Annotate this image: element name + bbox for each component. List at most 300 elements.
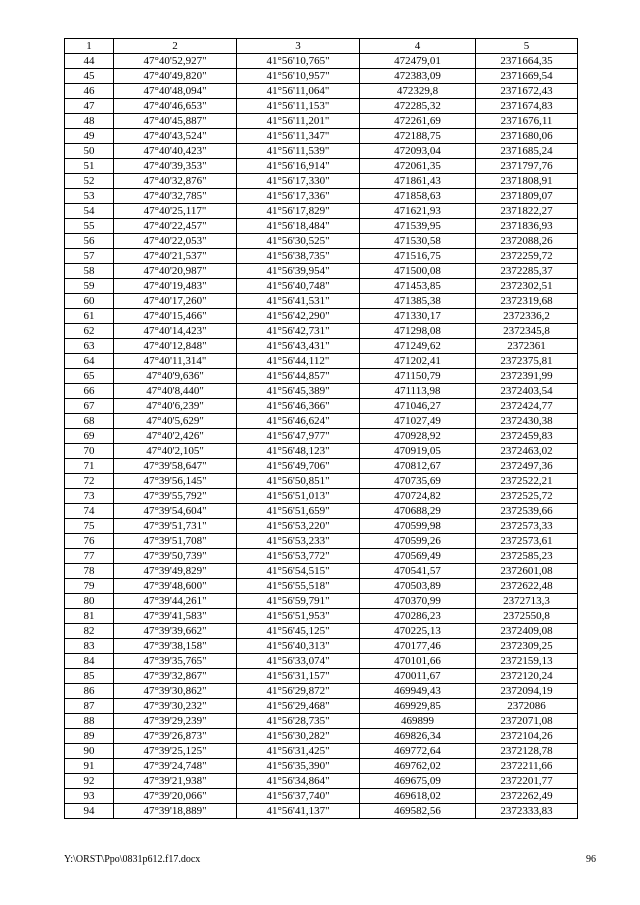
table-cell-col-5: 2372345,8 bbox=[476, 324, 578, 339]
page-number: 96 bbox=[586, 854, 596, 865]
table-cell-col-5: 2372361 bbox=[476, 339, 578, 354]
table-cell-col-5: 2372262,49 bbox=[476, 789, 578, 804]
table-cell-col-2: 47°40'48,094" bbox=[114, 84, 237, 99]
table-cell-col-5: 2372071,08 bbox=[476, 714, 578, 729]
table-cell-col-2: 47°39'24,748" bbox=[114, 759, 237, 774]
table-cell-col-3: 41°56'17,330" bbox=[237, 174, 360, 189]
table-cell-col-2: 47°39'41,583" bbox=[114, 609, 237, 624]
table-row bbox=[65, 219, 578, 234]
table-cell-col-4: 471453,85 bbox=[360, 279, 476, 294]
table-cell-col-1: 58 bbox=[65, 264, 114, 279]
table-cell-col-3: 41°56'40,313" bbox=[237, 639, 360, 654]
table-cell-col-2: 47°40'14,423" bbox=[114, 324, 237, 339]
table-row bbox=[65, 774, 578, 789]
table-cell-col-5: 2371669,54 bbox=[476, 69, 578, 84]
table-cell-col-1: 92 bbox=[65, 774, 114, 789]
table-cell-col-3: 41°56'43,431" bbox=[237, 339, 360, 354]
table-cell-col-5: 2371676,11 bbox=[476, 114, 578, 129]
table-cell-col-4: 471150,79 bbox=[360, 369, 476, 384]
table-row bbox=[65, 399, 578, 414]
table-cell-col-1: 71 bbox=[65, 459, 114, 474]
table-cell-col-4: 472061,35 bbox=[360, 159, 476, 174]
table-cell-col-3: 41°56'48,123" bbox=[237, 444, 360, 459]
table-cell-col-2: 47°40'22,457" bbox=[114, 219, 237, 234]
table-row bbox=[65, 804, 578, 819]
table-cell-col-3: 41°56'10,957" bbox=[237, 69, 360, 84]
table-cell-col-5: 2371685,24 bbox=[476, 144, 578, 159]
table-cell-col-1: 56 bbox=[65, 234, 114, 249]
table-row bbox=[65, 354, 578, 369]
table-cell-col-5: 2372622,48 bbox=[476, 579, 578, 594]
table-row bbox=[65, 594, 578, 609]
table-cell-col-5: 2372094,19 bbox=[476, 684, 578, 699]
table-cell-col-4: 469618,02 bbox=[360, 789, 476, 804]
table-cell-col-2: 47°39'44,261" bbox=[114, 594, 237, 609]
table-cell-col-2: 47°39'38,158" bbox=[114, 639, 237, 654]
column-header-3: 3 bbox=[237, 39, 360, 54]
table-cell-col-3: 41°56'39,954" bbox=[237, 264, 360, 279]
table-cell-col-5: 2371836,93 bbox=[476, 219, 578, 234]
table-cell-col-4: 469929,85 bbox=[360, 699, 476, 714]
table-cell-col-3: 41°56'35,390" bbox=[237, 759, 360, 774]
table-cell-col-5: 2372319,68 bbox=[476, 294, 578, 309]
table-cell-col-2: 47°39'54,604" bbox=[114, 504, 237, 519]
table-row bbox=[65, 99, 578, 114]
table-cell-col-4: 470225,13 bbox=[360, 624, 476, 639]
table-cell-col-4: 469675,09 bbox=[360, 774, 476, 789]
table-cell-col-3: 41°56'49,706" bbox=[237, 459, 360, 474]
table-cell-col-3: 41°56'53,233" bbox=[237, 534, 360, 549]
table-cell-col-4: 470812,67 bbox=[360, 459, 476, 474]
table-cell-col-2: 47°40'43,524" bbox=[114, 129, 237, 144]
table-row bbox=[65, 444, 578, 459]
table-cell-col-1: 94 bbox=[65, 804, 114, 819]
table-cell-col-3: 41°56'41,137" bbox=[237, 804, 360, 819]
table-cell-col-4: 471385,38 bbox=[360, 294, 476, 309]
table-cell-col-3: 41°56'45,125" bbox=[237, 624, 360, 639]
table-cell-col-1: 53 bbox=[65, 189, 114, 204]
table-cell-col-5: 2372159,13 bbox=[476, 654, 578, 669]
table-cell-col-2: 47°39'30,232" bbox=[114, 699, 237, 714]
table-row bbox=[65, 129, 578, 144]
table-cell-col-5: 2372302,51 bbox=[476, 279, 578, 294]
table-cell-col-4: 471516,75 bbox=[360, 249, 476, 264]
table-cell-col-2: 47°39'30,862" bbox=[114, 684, 237, 699]
table-row bbox=[65, 654, 578, 669]
table-cell-col-3: 41°56'44,112" bbox=[237, 354, 360, 369]
column-header-5: 5 bbox=[476, 39, 578, 54]
table-cell-col-1: 45 bbox=[65, 69, 114, 84]
table-cell-col-4: 470286,23 bbox=[360, 609, 476, 624]
table-cell-col-5: 2372424,77 bbox=[476, 399, 578, 414]
table-cell-col-1: 66 bbox=[65, 384, 114, 399]
table-row bbox=[65, 159, 578, 174]
table-cell-col-1: 73 bbox=[65, 489, 114, 504]
table-cell-col-1: 75 bbox=[65, 519, 114, 534]
table-cell-col-1: 49 bbox=[65, 129, 114, 144]
table-cell-col-1: 83 bbox=[65, 639, 114, 654]
table-cell-col-5: 2372497,36 bbox=[476, 459, 578, 474]
table-row bbox=[65, 759, 578, 774]
table-cell-col-5: 2372120,24 bbox=[476, 669, 578, 684]
table-cell-col-2: 47°39'56,145" bbox=[114, 474, 237, 489]
table-cell-col-4: 469899 bbox=[360, 714, 476, 729]
table-cell-col-2: 47°40'2,105" bbox=[114, 444, 237, 459]
footer-file-path: Y:\ORST\Ppo\0831p612.f17.docx bbox=[64, 854, 201, 865]
table-cell-col-4: 471500,08 bbox=[360, 264, 476, 279]
table-cell-col-2: 47°39'32,867" bbox=[114, 669, 237, 684]
table-cell-col-3: 41°56'45,389" bbox=[237, 384, 360, 399]
table-cell-col-4: 471249,62 bbox=[360, 339, 476, 354]
table-row bbox=[65, 369, 578, 384]
table-cell-col-4: 469582,56 bbox=[360, 804, 476, 819]
table-cell-col-2: 47°40'6,239" bbox=[114, 399, 237, 414]
table-cell-col-5: 2372088,26 bbox=[476, 234, 578, 249]
table-cell-col-2: 47°40'22,053" bbox=[114, 234, 237, 249]
table-row bbox=[65, 114, 578, 129]
table-cell-col-2: 47°39'55,792" bbox=[114, 489, 237, 504]
table-row bbox=[65, 624, 578, 639]
table-cell-col-5: 2371680,06 bbox=[476, 129, 578, 144]
table-cell-col-4: 469762,02 bbox=[360, 759, 476, 774]
table-cell-col-4: 470599,26 bbox=[360, 534, 476, 549]
table-cell-col-2: 47°39'35,765" bbox=[114, 654, 237, 669]
coordinates-table bbox=[64, 38, 578, 819]
table-cell-col-3: 41°56'59,791" bbox=[237, 594, 360, 609]
table-cell-col-3: 41°56'46,624" bbox=[237, 414, 360, 429]
table-cell-col-4: 471046,27 bbox=[360, 399, 476, 414]
table-cell-col-1: 61 bbox=[65, 309, 114, 324]
table-cell-col-3: 41°56'46,366" bbox=[237, 399, 360, 414]
table-row bbox=[65, 234, 578, 249]
table-cell-col-2: 47°39'26,873" bbox=[114, 729, 237, 744]
table-cell-col-4: 470011,67 bbox=[360, 669, 476, 684]
table-row bbox=[65, 564, 578, 579]
table-cell-col-5: 2372573,33 bbox=[476, 519, 578, 534]
table-cell-col-4: 470370,99 bbox=[360, 594, 476, 609]
table-cell-col-1: 89 bbox=[65, 729, 114, 744]
table-cell-col-3: 41°56'38,735" bbox=[237, 249, 360, 264]
table-cell-col-4: 470688,29 bbox=[360, 504, 476, 519]
table-row bbox=[65, 174, 578, 189]
table-cell-col-1: 62 bbox=[65, 324, 114, 339]
table-cell-col-1: 69 bbox=[65, 429, 114, 444]
table-cell-col-1: 50 bbox=[65, 144, 114, 159]
table-cell-col-3: 41°56'31,157" bbox=[237, 669, 360, 684]
table-cell-col-1: 78 bbox=[65, 564, 114, 579]
table-cell-col-2: 47°40'21,537" bbox=[114, 249, 237, 264]
table-cell-col-3: 41°56'11,347" bbox=[237, 129, 360, 144]
table-cell-col-1: 79 bbox=[65, 579, 114, 594]
table-row bbox=[65, 534, 578, 549]
table-row bbox=[65, 639, 578, 654]
table-cell-col-4: 470919,05 bbox=[360, 444, 476, 459]
table-cell-col-2: 47°39'51,708" bbox=[114, 534, 237, 549]
table-row bbox=[65, 789, 578, 804]
table-row bbox=[65, 264, 578, 279]
table-cell-col-4: 469949,43 bbox=[360, 684, 476, 699]
table-row bbox=[65, 474, 578, 489]
table-cell-col-1: 44 bbox=[65, 54, 114, 69]
table-cell-col-4: 470503,89 bbox=[360, 579, 476, 594]
table-row bbox=[65, 384, 578, 399]
table-row bbox=[65, 459, 578, 474]
table-cell-col-1: 87 bbox=[65, 699, 114, 714]
table-cell-col-4: 471202,41 bbox=[360, 354, 476, 369]
table-cell-col-5: 2371822,27 bbox=[476, 204, 578, 219]
table-cell-col-5: 2372409,08 bbox=[476, 624, 578, 639]
table-cell-col-1: 80 bbox=[65, 594, 114, 609]
table-cell-col-1: 93 bbox=[65, 789, 114, 804]
table-cell-col-3: 41°56'11,153" bbox=[237, 99, 360, 114]
table-cell-col-5: 2372539,66 bbox=[476, 504, 578, 519]
table-cell-col-4: 472188,75 bbox=[360, 129, 476, 144]
column-header-2: 2 bbox=[114, 39, 237, 54]
table-cell-col-2: 47°39'50,739" bbox=[114, 549, 237, 564]
table-cell-col-3: 41°56'10,765" bbox=[237, 54, 360, 69]
table-cell-col-5: 2372336,2 bbox=[476, 309, 578, 324]
table-cell-col-5: 2372259,72 bbox=[476, 249, 578, 264]
table-cell-col-2: 47°39'51,731" bbox=[114, 519, 237, 534]
table-body bbox=[65, 54, 578, 819]
table-cell-col-1: 88 bbox=[65, 714, 114, 729]
table-cell-col-4: 471330,17 bbox=[360, 309, 476, 324]
table-cell-col-4: 472261,69 bbox=[360, 114, 476, 129]
table-cell-col-4: 471539,95 bbox=[360, 219, 476, 234]
table-cell-col-4: 472479,01 bbox=[360, 54, 476, 69]
table-cell-col-1: 48 bbox=[65, 114, 114, 129]
table-cell-col-2: 47°40'8,440" bbox=[114, 384, 237, 399]
table-cell-col-1: 70 bbox=[65, 444, 114, 459]
table-cell-col-1: 84 bbox=[65, 654, 114, 669]
table-cell-col-4: 470569,49 bbox=[360, 549, 476, 564]
table-cell-col-1: 57 bbox=[65, 249, 114, 264]
table-row bbox=[65, 294, 578, 309]
table-cell-col-1: 91 bbox=[65, 759, 114, 774]
table-cell-col-3: 41°56'53,220" bbox=[237, 519, 360, 534]
table-cell-col-2: 47°40'15,466" bbox=[114, 309, 237, 324]
table-row bbox=[65, 279, 578, 294]
table-cell-col-5: 2372550,8 bbox=[476, 609, 578, 624]
table-cell-col-3: 41°56'47,977" bbox=[237, 429, 360, 444]
table-cell-col-1: 76 bbox=[65, 534, 114, 549]
table-cell-col-5: 2372403,54 bbox=[476, 384, 578, 399]
table-cell-col-5: 2372086 bbox=[476, 699, 578, 714]
table-cell-col-1: 90 bbox=[65, 744, 114, 759]
table-row bbox=[65, 249, 578, 264]
table-cell-col-5: 2372522,21 bbox=[476, 474, 578, 489]
table-cell-col-5: 2372713,3 bbox=[476, 594, 578, 609]
table-cell-col-5: 2372573,61 bbox=[476, 534, 578, 549]
table-cell-col-5: 2372459,83 bbox=[476, 429, 578, 444]
table-cell-col-4: 470541,57 bbox=[360, 564, 476, 579]
table-cell-col-3: 41°56'53,772" bbox=[237, 549, 360, 564]
table-row bbox=[65, 84, 578, 99]
table-row bbox=[65, 504, 578, 519]
table-cell-col-4: 471113,98 bbox=[360, 384, 476, 399]
table-cell-col-4: 471298,08 bbox=[360, 324, 476, 339]
table-cell-col-2: 47°39'58,647" bbox=[114, 459, 237, 474]
table-cell-col-5: 2372104,26 bbox=[476, 729, 578, 744]
table-cell-col-2: 47°40'32,876" bbox=[114, 174, 237, 189]
table-cell-col-4: 471621,93 bbox=[360, 204, 476, 219]
table-row bbox=[65, 189, 578, 204]
table-row bbox=[65, 744, 578, 759]
table-cell-col-3: 41°56'37,740" bbox=[237, 789, 360, 804]
table-cell-col-1: 82 bbox=[65, 624, 114, 639]
table-cell-col-3: 41°56'41,531" bbox=[237, 294, 360, 309]
table-cell-col-4: 471858,63 bbox=[360, 189, 476, 204]
table-cell-col-5: 2371797,76 bbox=[476, 159, 578, 174]
table-cell-col-4: 472329,8 bbox=[360, 84, 476, 99]
table-cell-col-2: 47°40'39,353" bbox=[114, 159, 237, 174]
table-cell-col-5: 2371664,35 bbox=[476, 54, 578, 69]
table-row bbox=[65, 609, 578, 624]
table-cell-col-3: 41°56'29,872" bbox=[237, 684, 360, 699]
table-cell-col-4: 470101,66 bbox=[360, 654, 476, 669]
table-cell-col-3: 41°56'42,731" bbox=[237, 324, 360, 339]
column-header-1: 1 bbox=[65, 39, 114, 54]
table-cell-col-3: 41°56'50,851" bbox=[237, 474, 360, 489]
table-cell-col-5: 2372601,08 bbox=[476, 564, 578, 579]
table-cell-col-5: 2372585,23 bbox=[476, 549, 578, 564]
table-row bbox=[65, 519, 578, 534]
table-cell-col-3: 41°56'42,290" bbox=[237, 309, 360, 324]
table-cell-col-1: 81 bbox=[65, 609, 114, 624]
table-cell-col-4: 471530,58 bbox=[360, 234, 476, 249]
table-cell-col-1: 68 bbox=[65, 414, 114, 429]
table-cell-col-1: 72 bbox=[65, 474, 114, 489]
table-cell-col-5: 2371672,43 bbox=[476, 84, 578, 99]
table-cell-col-5: 2372463,02 bbox=[476, 444, 578, 459]
table-cell-col-2: 47°39'21,938" bbox=[114, 774, 237, 789]
table-cell-col-2: 47°39'25,125" bbox=[114, 744, 237, 759]
table-cell-col-3: 41°56'44,857" bbox=[237, 369, 360, 384]
table-cell-col-2: 47°39'39,662" bbox=[114, 624, 237, 639]
table-cell-col-1: 52 bbox=[65, 174, 114, 189]
table-cell-col-4: 470599,98 bbox=[360, 519, 476, 534]
table-row bbox=[65, 144, 578, 159]
table-cell-col-3: 41°56'29,468" bbox=[237, 699, 360, 714]
table-cell-col-2: 47°40'11,314" bbox=[114, 354, 237, 369]
table-cell-col-4: 469826,34 bbox=[360, 729, 476, 744]
table-cell-col-3: 41°56'17,336" bbox=[237, 189, 360, 204]
table-cell-col-4: 472285,32 bbox=[360, 99, 476, 114]
table-row bbox=[65, 669, 578, 684]
table-cell-col-4: 470735,69 bbox=[360, 474, 476, 489]
table-cell-col-2: 47°39'49,829" bbox=[114, 564, 237, 579]
table-cell-col-2: 47°40'25,117" bbox=[114, 204, 237, 219]
table-cell-col-3: 41°56'34,864" bbox=[237, 774, 360, 789]
table-row bbox=[65, 69, 578, 84]
table-cell-col-5: 2372211,66 bbox=[476, 759, 578, 774]
table-cell-col-5: 2372333,83 bbox=[476, 804, 578, 819]
table-cell-col-4: 470177,46 bbox=[360, 639, 476, 654]
table-cell-col-2: 47°40'40,423" bbox=[114, 144, 237, 159]
table-cell-col-5: 2372525,72 bbox=[476, 489, 578, 504]
table-cell-col-3: 41°56'28,735" bbox=[237, 714, 360, 729]
table-cell-col-3: 41°56'40,748" bbox=[237, 279, 360, 294]
table-row bbox=[65, 714, 578, 729]
table-cell-col-3: 41°56'11,201" bbox=[237, 114, 360, 129]
table-cell-col-1: 74 bbox=[65, 504, 114, 519]
table-row bbox=[65, 309, 578, 324]
table-row bbox=[65, 699, 578, 714]
table-cell-col-5: 2372285,37 bbox=[476, 264, 578, 279]
table-cell-col-1: 65 bbox=[65, 369, 114, 384]
table-cell-col-2: 47°39'48,600" bbox=[114, 579, 237, 594]
table-cell-col-2: 47°39'29,239" bbox=[114, 714, 237, 729]
table-row bbox=[65, 339, 578, 354]
table-cell-col-3: 41°56'51,013" bbox=[237, 489, 360, 504]
table-cell-col-5: 2372201,77 bbox=[476, 774, 578, 789]
table-row bbox=[65, 324, 578, 339]
table-row bbox=[65, 729, 578, 744]
table-cell-col-1: 60 bbox=[65, 294, 114, 309]
table-row bbox=[65, 579, 578, 594]
table-cell-col-5: 2372430,38 bbox=[476, 414, 578, 429]
table-cell-col-3: 41°56'51,953" bbox=[237, 609, 360, 624]
table-cell-col-3: 41°56'11,539" bbox=[237, 144, 360, 159]
table-cell-col-3: 41°56'18,484" bbox=[237, 219, 360, 234]
table-cell-col-2: 47°40'32,785" bbox=[114, 189, 237, 204]
table-row bbox=[65, 489, 578, 504]
table-cell-col-2: 47°39'20,066" bbox=[114, 789, 237, 804]
table-cell-col-5: 2372128,78 bbox=[476, 744, 578, 759]
table-cell-col-4: 470928,92 bbox=[360, 429, 476, 444]
table-cell-col-3: 41°56'55,518" bbox=[237, 579, 360, 594]
table-row bbox=[65, 204, 578, 219]
table-cell-col-2: 47°40'5,629" bbox=[114, 414, 237, 429]
table-cell-col-2: 47°40'49,820" bbox=[114, 69, 237, 84]
table-cell-col-4: 471861,43 bbox=[360, 174, 476, 189]
table-row bbox=[65, 414, 578, 429]
table-cell-col-3: 41°56'11,064" bbox=[237, 84, 360, 99]
table-cell-col-5: 2371809,07 bbox=[476, 189, 578, 204]
table-cell-col-2: 47°40'20,987" bbox=[114, 264, 237, 279]
table-cell-col-3: 41°56'54,515" bbox=[237, 564, 360, 579]
table-cell-col-4: 470724,82 bbox=[360, 489, 476, 504]
table-cell-col-1: 46 bbox=[65, 84, 114, 99]
table-header-row bbox=[65, 39, 578, 54]
table-cell-col-3: 41°56'51,659" bbox=[237, 504, 360, 519]
table-cell-col-1: 85 bbox=[65, 669, 114, 684]
table-cell-col-2: 47°40'17,260" bbox=[114, 294, 237, 309]
table-row bbox=[65, 684, 578, 699]
table-cell-col-1: 54 bbox=[65, 204, 114, 219]
table-cell-col-3: 41°56'30,525" bbox=[237, 234, 360, 249]
table-cell-col-2: 47°40'19,483" bbox=[114, 279, 237, 294]
table-cell-col-3: 41°56'17,829" bbox=[237, 204, 360, 219]
table-cell-col-1: 51 bbox=[65, 159, 114, 174]
table-cell-col-3: 41°56'33,074" bbox=[237, 654, 360, 669]
table-cell-col-1: 59 bbox=[65, 279, 114, 294]
table-row bbox=[65, 429, 578, 444]
table-row bbox=[65, 549, 578, 564]
table-cell-col-4: 469772,64 bbox=[360, 744, 476, 759]
table-cell-col-1: 64 bbox=[65, 354, 114, 369]
table-cell-col-1: 63 bbox=[65, 339, 114, 354]
table-cell-col-1: 47 bbox=[65, 99, 114, 114]
table-cell-col-5: 2372375,81 bbox=[476, 354, 578, 369]
table-cell-col-4: 472093,04 bbox=[360, 144, 476, 159]
table-cell-col-3: 41°56'16,914" bbox=[237, 159, 360, 174]
table-cell-col-4: 471027,49 bbox=[360, 414, 476, 429]
table-cell-col-2: 47°39'18,889" bbox=[114, 804, 237, 819]
table-cell-col-4: 472383,09 bbox=[360, 69, 476, 84]
table-cell-col-2: 47°40'52,927" bbox=[114, 54, 237, 69]
table-cell-col-1: 67 bbox=[65, 399, 114, 414]
